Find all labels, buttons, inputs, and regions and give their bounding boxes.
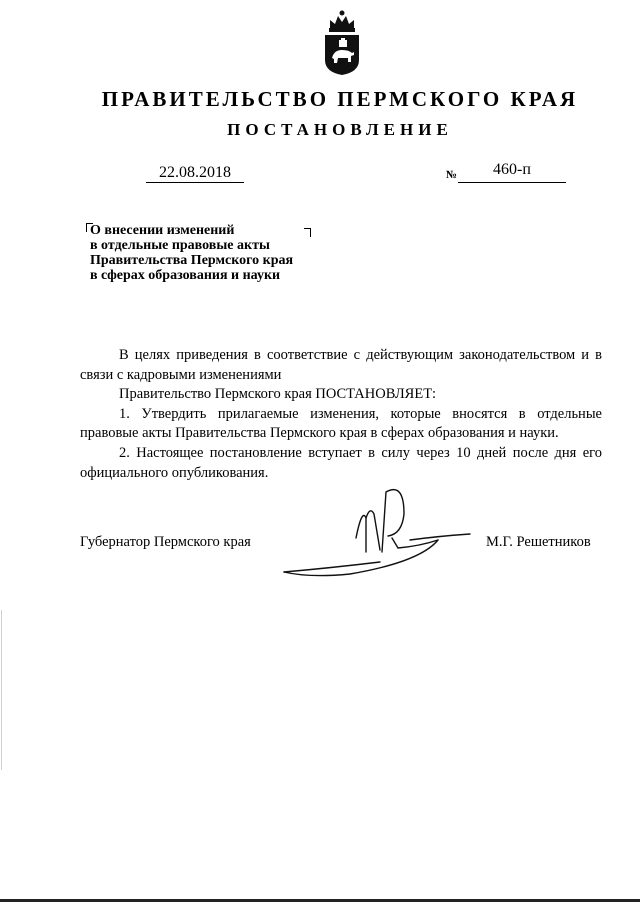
number-sign: № [446,169,458,181]
subject-line: в сферах образования и науки [90,268,281,283]
body-paragraph: В целях приведения в соответствие с действующим законодательством и в связи с кадровыми изменениями [80,347,602,383]
subject-line: О внесении изменений [90,223,235,238]
subject-line: в отдельные правовые акты [90,238,270,253]
signatory-name: М.Г. Решетников [486,534,591,550]
body-paragraph: 2. Настоящее постановление вступает в силу через 10 дней после дня его официального опубликования. [80,444,602,481]
document-date: 22.08.2018 [146,164,244,183]
page-bottom-border [0,899,640,902]
body-paragraph: Правительство Пермского края ПОСТАНОВЛЯЕТ: [119,386,437,403]
document-subject [90,223,330,283]
document-type: ПОСТАНОВЛЕНИЕ [227,120,453,139]
document-number-line [458,161,566,183]
document-number: 460-п [493,161,531,178]
document-body [80,346,602,483]
perm-krai-coat-of-arms-icon [322,8,362,76]
handwritten-signature-icon [270,478,490,588]
signatory-position: Губернатор Пермского края [80,534,251,550]
body-paragraph: 1. Утвердить прилагаемые изменения, которые вносятся в отдельные правовые акты Правительства Пермского края в сферах образования и науки. [80,405,602,442]
subject-line: Правительства Пермского края [90,253,294,268]
scan-margin-artifact [1,610,2,770]
government-title: ПРАВИТЕЛЬСТВО ПЕРМСКОГО КРАЯ [101,87,579,111]
